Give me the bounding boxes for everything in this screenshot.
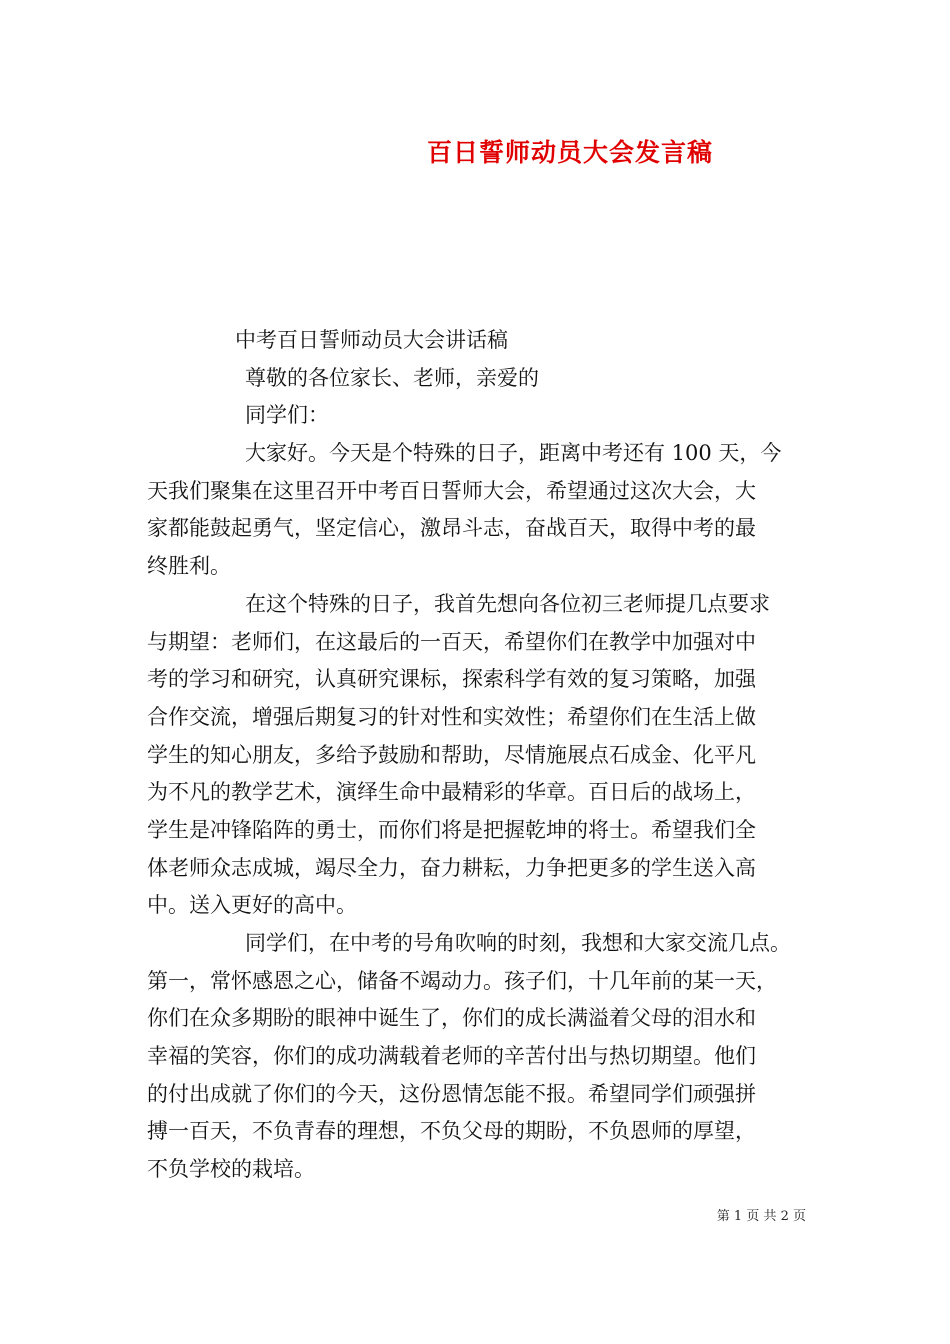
paragraph-line: 与期望：老师们，在这最后的一百天，希望你们在教学中加强对中 [147, 629, 756, 654]
paragraph-line: 天我们聚集在这里召开中考百日誓师大会，希望通过这次大会，大 [147, 478, 756, 503]
paragraph-line: 体老师众志成城，竭尽全力，奋力耕耘，力争把更多的学生送入高 [147, 855, 756, 880]
paragraph-line: 幸福的笑容，你们的成功满载着老师的辛苦付出与热切期望。他们 [147, 1044, 756, 1069]
page-number: 第 1 页 共 2 页 [716, 1209, 806, 1224]
paragraph-line: 在这个特殊的日子，我首先想向各位初三老师提几点要求 [245, 591, 770, 616]
paragraph-line: 家都能鼓起勇气，坚定信心，激昂斗志，奋战百天，取得中考的最 [147, 516, 756, 541]
salutation-line: 同学们： [245, 403, 329, 428]
paragraph-line: 同学们，在中考的号角吹响的时刻，我想和大家交流几点。 [245, 931, 791, 955]
paragraph-line: 合作交流，增强后期复习的针对性和实效性；希望你们在生活上做 [147, 704, 756, 729]
paragraph-line: 你们在众多期盼的眼神中诞生了，你们的成长满溢着父母的泪水和 [147, 1006, 756, 1031]
document-body [147, 322, 827, 1189]
paragraph-line: 考的学习和研究，认真研究课标，探索科学有效的复习策略，加强 [147, 667, 756, 692]
salutation-line: 尊敬的各位家长、老师，亲爱的 [245, 365, 539, 390]
paragraph-line: 不负学校的栽培。 [147, 1157, 315, 1182]
paragraph-line: 为不凡的教学艺术，演绎生命中最精彩的华章。百日后的战场上， [147, 780, 756, 805]
paragraph-line: 终胜利。 [147, 554, 231, 579]
paragraph-line: 大家好。今天是个特殊的日子，距离中考还有 100 天，今 [245, 441, 782, 466]
paragraph-line: 搏一百天，不负青春的理想，不负父母的期盼，不负恩师的厚望， [147, 1119, 756, 1144]
document-title: 百日誓师动员大会发言稿 [426, 138, 713, 167]
paragraph-line: 的付出成就了你们的今天，这份恩情怎能不报。希望同学们顽强拼 [147, 1081, 756, 1106]
paragraph-line: 第一，常怀感恩之心，储备不竭动力。孩子们，十几年前的某一天， [147, 968, 777, 993]
paragraph-line: 学生的知心朋友，多给予鼓励和帮助，尽情施展点石成金、化平凡 [147, 742, 756, 767]
paragraph-line: 中。送入更好的高中。 [147, 893, 357, 918]
paragraph-line: 学生是冲锋陷阵的勇士，而你们将是把握乾坤的将士。希望我们全 [147, 817, 756, 842]
speech-heading: 中考百日誓师动员大会讲话稿 [235, 328, 508, 352]
